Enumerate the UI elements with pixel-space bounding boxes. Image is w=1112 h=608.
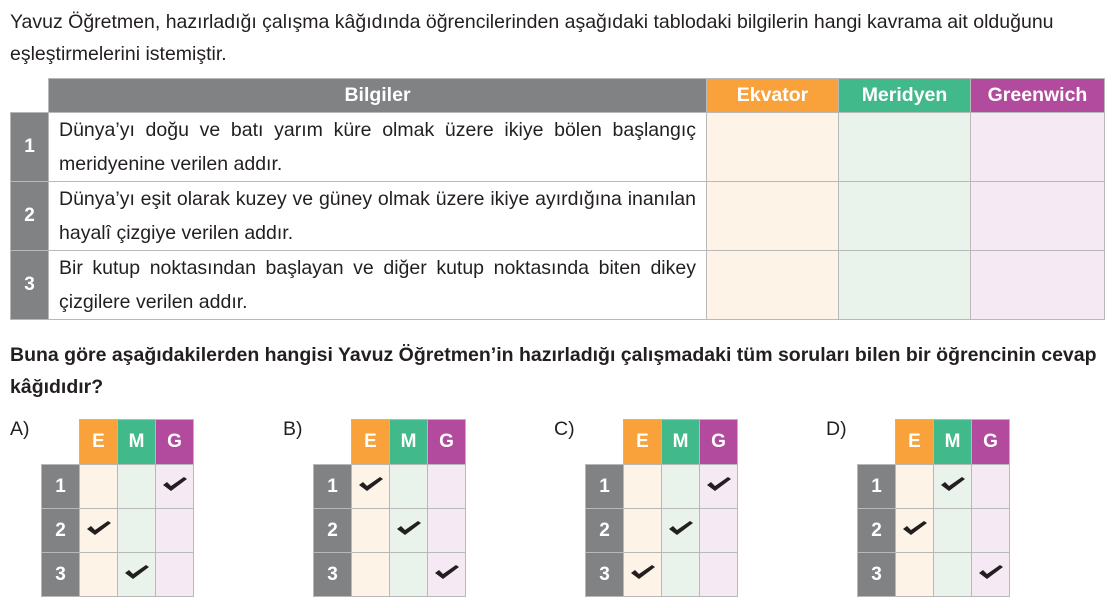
option-row — [42, 465, 194, 509]
cell-g — [156, 509, 194, 553]
question-text: Buna göre aşağıdakilerden hangisi Yavuz Öğretmen’in hazırladığı çalışmadaki tüm soruları bilen bir öğrencinin cevap kâğıdıdır? — [10, 344, 1097, 398]
option-row — [314, 553, 466, 597]
option-row — [314, 465, 466, 509]
cell-m — [934, 465, 972, 509]
checkmark-icon — [396, 519, 422, 537]
corner-blank — [314, 420, 352, 465]
cell-e — [352, 465, 390, 509]
cell-m — [934, 509, 972, 553]
row-number: 2 — [314, 509, 352, 553]
row-number: 3 — [11, 251, 49, 320]
header-e: E — [80, 420, 118, 465]
corner-blank — [11, 79, 49, 113]
option-row — [586, 465, 738, 509]
checkmark-icon — [940, 475, 966, 493]
row-number: 3 — [314, 553, 352, 597]
row-number: 2 — [586, 509, 624, 553]
answer-cell-meridyen[interactable] — [839, 251, 971, 320]
answer-cell-ekvator[interactable] — [707, 113, 839, 182]
option-row — [858, 553, 1010, 597]
option-row — [314, 509, 466, 553]
option-row — [42, 509, 194, 553]
answer-cell-greenwich[interactable] — [971, 113, 1105, 182]
cell-e — [352, 509, 390, 553]
table-row — [11, 251, 1105, 320]
table-row — [11, 182, 1105, 251]
cell-e — [896, 509, 934, 553]
header-g: G — [156, 420, 194, 465]
option-b-label[interactable]: B) — [283, 418, 303, 440]
cell-m — [390, 465, 428, 509]
cell-m — [934, 553, 972, 597]
header-g: G — [428, 420, 466, 465]
header-bilgiler: Bilgiler — [49, 79, 707, 113]
cell-m — [118, 509, 156, 553]
row-number: 1 — [11, 113, 49, 182]
cell-g — [156, 465, 194, 509]
answer-cell-meridyen[interactable] — [839, 182, 971, 251]
cell-m — [662, 509, 700, 553]
option-a-table[interactable] — [41, 419, 194, 597]
header-e: E — [352, 420, 390, 465]
cell-g — [972, 465, 1010, 509]
header-e: E — [896, 420, 934, 465]
cell-m — [662, 465, 700, 509]
intro-text: Yavuz Öğretmen, hazırladığı çalışma kâğıdında öğrencilerinden aşağıdaki tablodaki bilgilerin hangi kavrama ait olduğunu eşleştirmelerini istemiştir. — [10, 11, 1054, 65]
checkmark-icon — [358, 475, 384, 493]
checkmark-icon — [706, 475, 732, 493]
answer-cell-greenwich[interactable] — [971, 251, 1105, 320]
cell-g — [156, 553, 194, 597]
checkmark-icon — [86, 519, 112, 537]
row-number: 2 — [11, 182, 49, 251]
cell-g — [700, 509, 738, 553]
cell-g — [700, 465, 738, 509]
header-m: M — [934, 420, 972, 465]
checkmark-icon — [978, 563, 1004, 581]
cell-m — [118, 465, 156, 509]
corner-blank — [586, 420, 624, 465]
cell-g — [700, 553, 738, 597]
cell-g — [428, 465, 466, 509]
cell-e — [80, 509, 118, 553]
table-row — [11, 113, 1105, 182]
cell-g — [972, 553, 1010, 597]
row-number: 2 — [42, 509, 80, 553]
answer-cell-ekvator[interactable] — [707, 182, 839, 251]
cell-m — [662, 553, 700, 597]
row-text: Dünya’yı eşit olarak kuzey ve güney olmak üzere ikiye ayırdığına inanılan hayalî çizgiye verilen addır. — [49, 182, 707, 251]
cell-e — [80, 553, 118, 597]
option-d-label[interactable]: D) — [826, 418, 847, 440]
cell-m — [390, 509, 428, 553]
cell-g — [972, 509, 1010, 553]
row-number: 3 — [858, 553, 896, 597]
row-text: Bir kutup noktasından başlayan ve diğer kutup noktasında biten dikey çizgilere verilen addır. — [49, 251, 707, 320]
row-number: 1 — [314, 465, 352, 509]
option-c-label[interactable]: C) — [554, 418, 575, 440]
answer-cell-ekvator[interactable] — [707, 251, 839, 320]
header-m: M — [390, 420, 428, 465]
checkmark-icon — [434, 563, 460, 581]
option-row — [586, 553, 738, 597]
info-table — [10, 78, 1105, 320]
cell-e — [624, 553, 662, 597]
cell-e — [80, 465, 118, 509]
cell-e — [896, 553, 934, 597]
header-meridyen: Meridyen — [839, 79, 971, 113]
checkmark-icon — [162, 475, 188, 493]
header-g: G — [700, 420, 738, 465]
row-number: 1 — [586, 465, 624, 509]
option-row — [586, 509, 738, 553]
option-c-table[interactable] — [585, 419, 738, 597]
cell-e — [896, 465, 934, 509]
option-row — [858, 465, 1010, 509]
corner-blank — [42, 420, 80, 465]
row-text: Dünya’yı doğu ve batı yarım küre olmak üzere ikiye bölen başlangıç meridyenine verilen addır. — [49, 113, 707, 182]
checkmark-icon — [902, 519, 928, 537]
header-ekvator: Ekvator — [707, 79, 839, 113]
cell-m — [118, 553, 156, 597]
cell-e — [624, 509, 662, 553]
cell-m — [390, 553, 428, 597]
checkmark-icon — [630, 563, 656, 581]
cell-e — [352, 553, 390, 597]
checkmark-icon — [124, 563, 150, 581]
option-b-table[interactable] — [313, 419, 466, 597]
row-number: 3 — [586, 553, 624, 597]
checkmark-icon — [668, 519, 694, 537]
header-m: M — [662, 420, 700, 465]
option-d-table[interactable] — [857, 419, 1010, 597]
row-number: 2 — [858, 509, 896, 553]
row-number: 1 — [858, 465, 896, 509]
answer-cell-meridyen[interactable] — [839, 113, 971, 182]
option-row — [42, 553, 194, 597]
header-e: E — [624, 420, 662, 465]
option-row — [858, 509, 1010, 553]
header-greenwich: Greenwich — [971, 79, 1105, 113]
header-g: G — [972, 420, 1010, 465]
cell-e — [624, 465, 662, 509]
row-number: 1 — [42, 465, 80, 509]
cell-g — [428, 509, 466, 553]
option-a-label[interactable]: A) — [10, 418, 30, 440]
header-m: M — [118, 420, 156, 465]
row-number: 3 — [42, 553, 80, 597]
answer-cell-greenwich[interactable] — [971, 182, 1105, 251]
cell-g — [428, 553, 466, 597]
corner-blank — [858, 420, 896, 465]
